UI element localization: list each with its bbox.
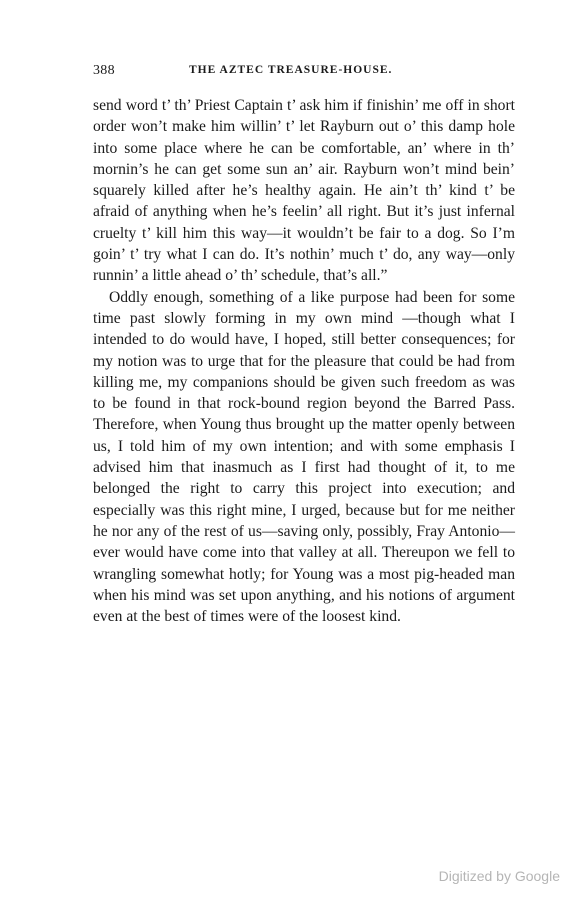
page-header [93, 63, 515, 83]
digitized-watermark: Digitized by Google [438, 868, 560, 884]
page-number: 388 [93, 63, 115, 78]
body-text [93, 95, 515, 627]
paragraph-continuation: send word t’ th’ Priest Captain t’ ask him if finishin’ me off in short order won’t make him willin’ t’ let Rayburn out o’ this damp hole into some place where he can be comfortable, an’ where in th’ mornin’s he can get some sun an’ air. Rayburn won’t mind bein’ squarely killed after he’s healthy again. He ain’t th’ kind t’ be afraid of anything when he’s feelin’ all right. But it’s just infernal cruelty t’ kill him this way—it wouldn’t be fair to a dog. So I’m goin’ t’ try what I can do. It’s nothin’ much t’ do, any way—only runnin’ a little ahead o’ th’ schedule, that’s all.” [93, 97, 515, 285]
paragraph: Oddly enough, something of a like purpose had been for some time past slowly forming in my own mind —though what I intended to do would have, I hoped, still better consequences; for my notion was to urge that for the pleasure that could be had from killing me, my companions should be given such freedom as was to be found in that rock-bound region beyond the Barred Pass. Therefore, when Young thus brought up the matter openly between us, I told him of my own intention; and with some emphasis I advised him that inasmuch as I first had thought of it, to me belonged the right to carry this project into execution; and especially was this right mine, I urged, because but for me neither he nor any of the rest of us—saving only, possibly, Fray Antonio—ever would have come into that valley at all. Thereupon we fell to wrangling somewhat hotly; for Young was a most pig-headed man when his mind was set upon anything, and his notions of argument even at the best of times were of the loosest kind. [93, 288, 515, 626]
running-head: THE AZTEC TREASURE-HOUSE. [189, 64, 393, 76]
